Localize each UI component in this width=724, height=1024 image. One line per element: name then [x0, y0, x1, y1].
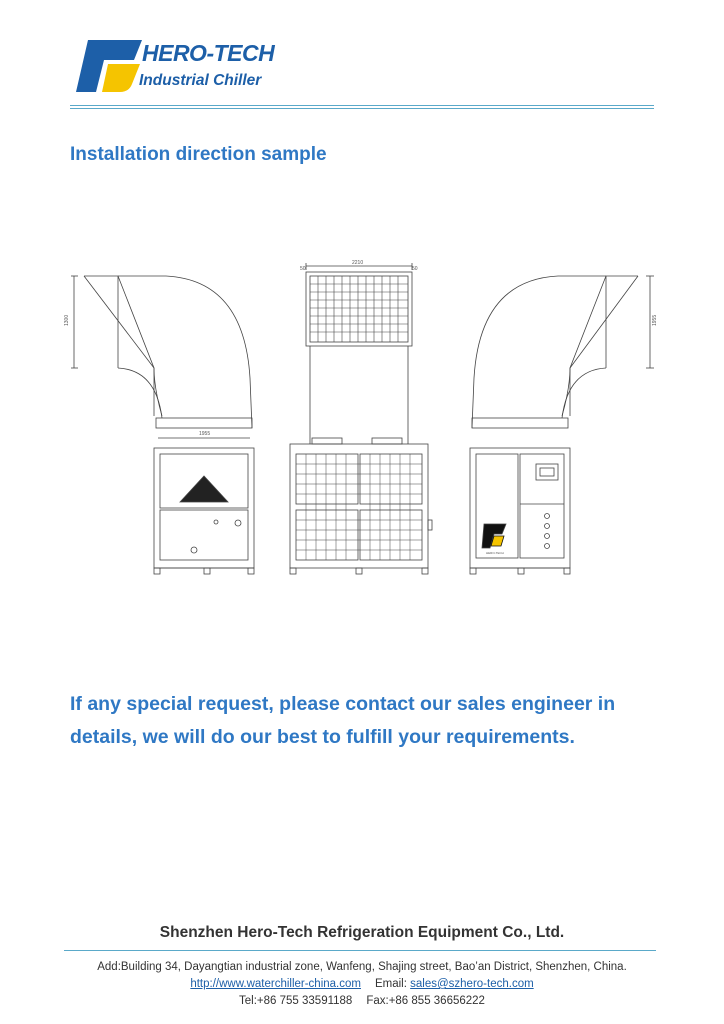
front-view [290, 263, 432, 574]
right-side-view [470, 276, 654, 574]
dimension-label-right-height: 1955 [652, 314, 658, 326]
website-link[interactable]: http://www.waterchiller-china.com [190, 978, 361, 990]
header-rule-2 [70, 108, 654, 109]
dimension-label-top-width: 2210 [352, 260, 364, 266]
dimension-label-top-left: 50 [300, 266, 306, 272]
phone-fax [0, 995, 724, 1007]
dimension-label-top-right: 50 [412, 266, 418, 272]
email-link[interactable]: sales@szhero-tech.com [410, 978, 534, 990]
email-label: Email: [374, 978, 407, 990]
dimension-label-left-width: 1955 [199, 431, 211, 437]
brand-subtitle: Industrial Chiller [139, 72, 262, 89]
contact-links [0, 978, 724, 990]
section-title: Installation direction sample [70, 144, 327, 165]
telephone: Tel:+86 755 33591188 [239, 995, 353, 1007]
company-address: Add:Building 34, Dayangtian industrial zone, Wanfeng, Shajing street, Bao’an District, Shenzhen, China. [97, 961, 627, 973]
brand-name: HERO-TECH [142, 40, 275, 66]
header-rule [70, 105, 654, 106]
company-name: Shenzhen Hero-Tech Refrigeration Equipment Co., Ltd. [159, 924, 565, 941]
special-request-text: If any special request, please contact our sales engineer in details, we will do our best to fulfill your requirements. [70, 693, 616, 748]
footer-rule [64, 950, 656, 951]
left-side-view [71, 276, 254, 574]
unit-logo-label: HERO-TECH [486, 551, 504, 555]
dimension-label-left-height: 1300 [64, 314, 70, 326]
fax: Fax:+86 855 36656222 [366, 995, 485, 1007]
installation-drawing [66, 258, 658, 578]
